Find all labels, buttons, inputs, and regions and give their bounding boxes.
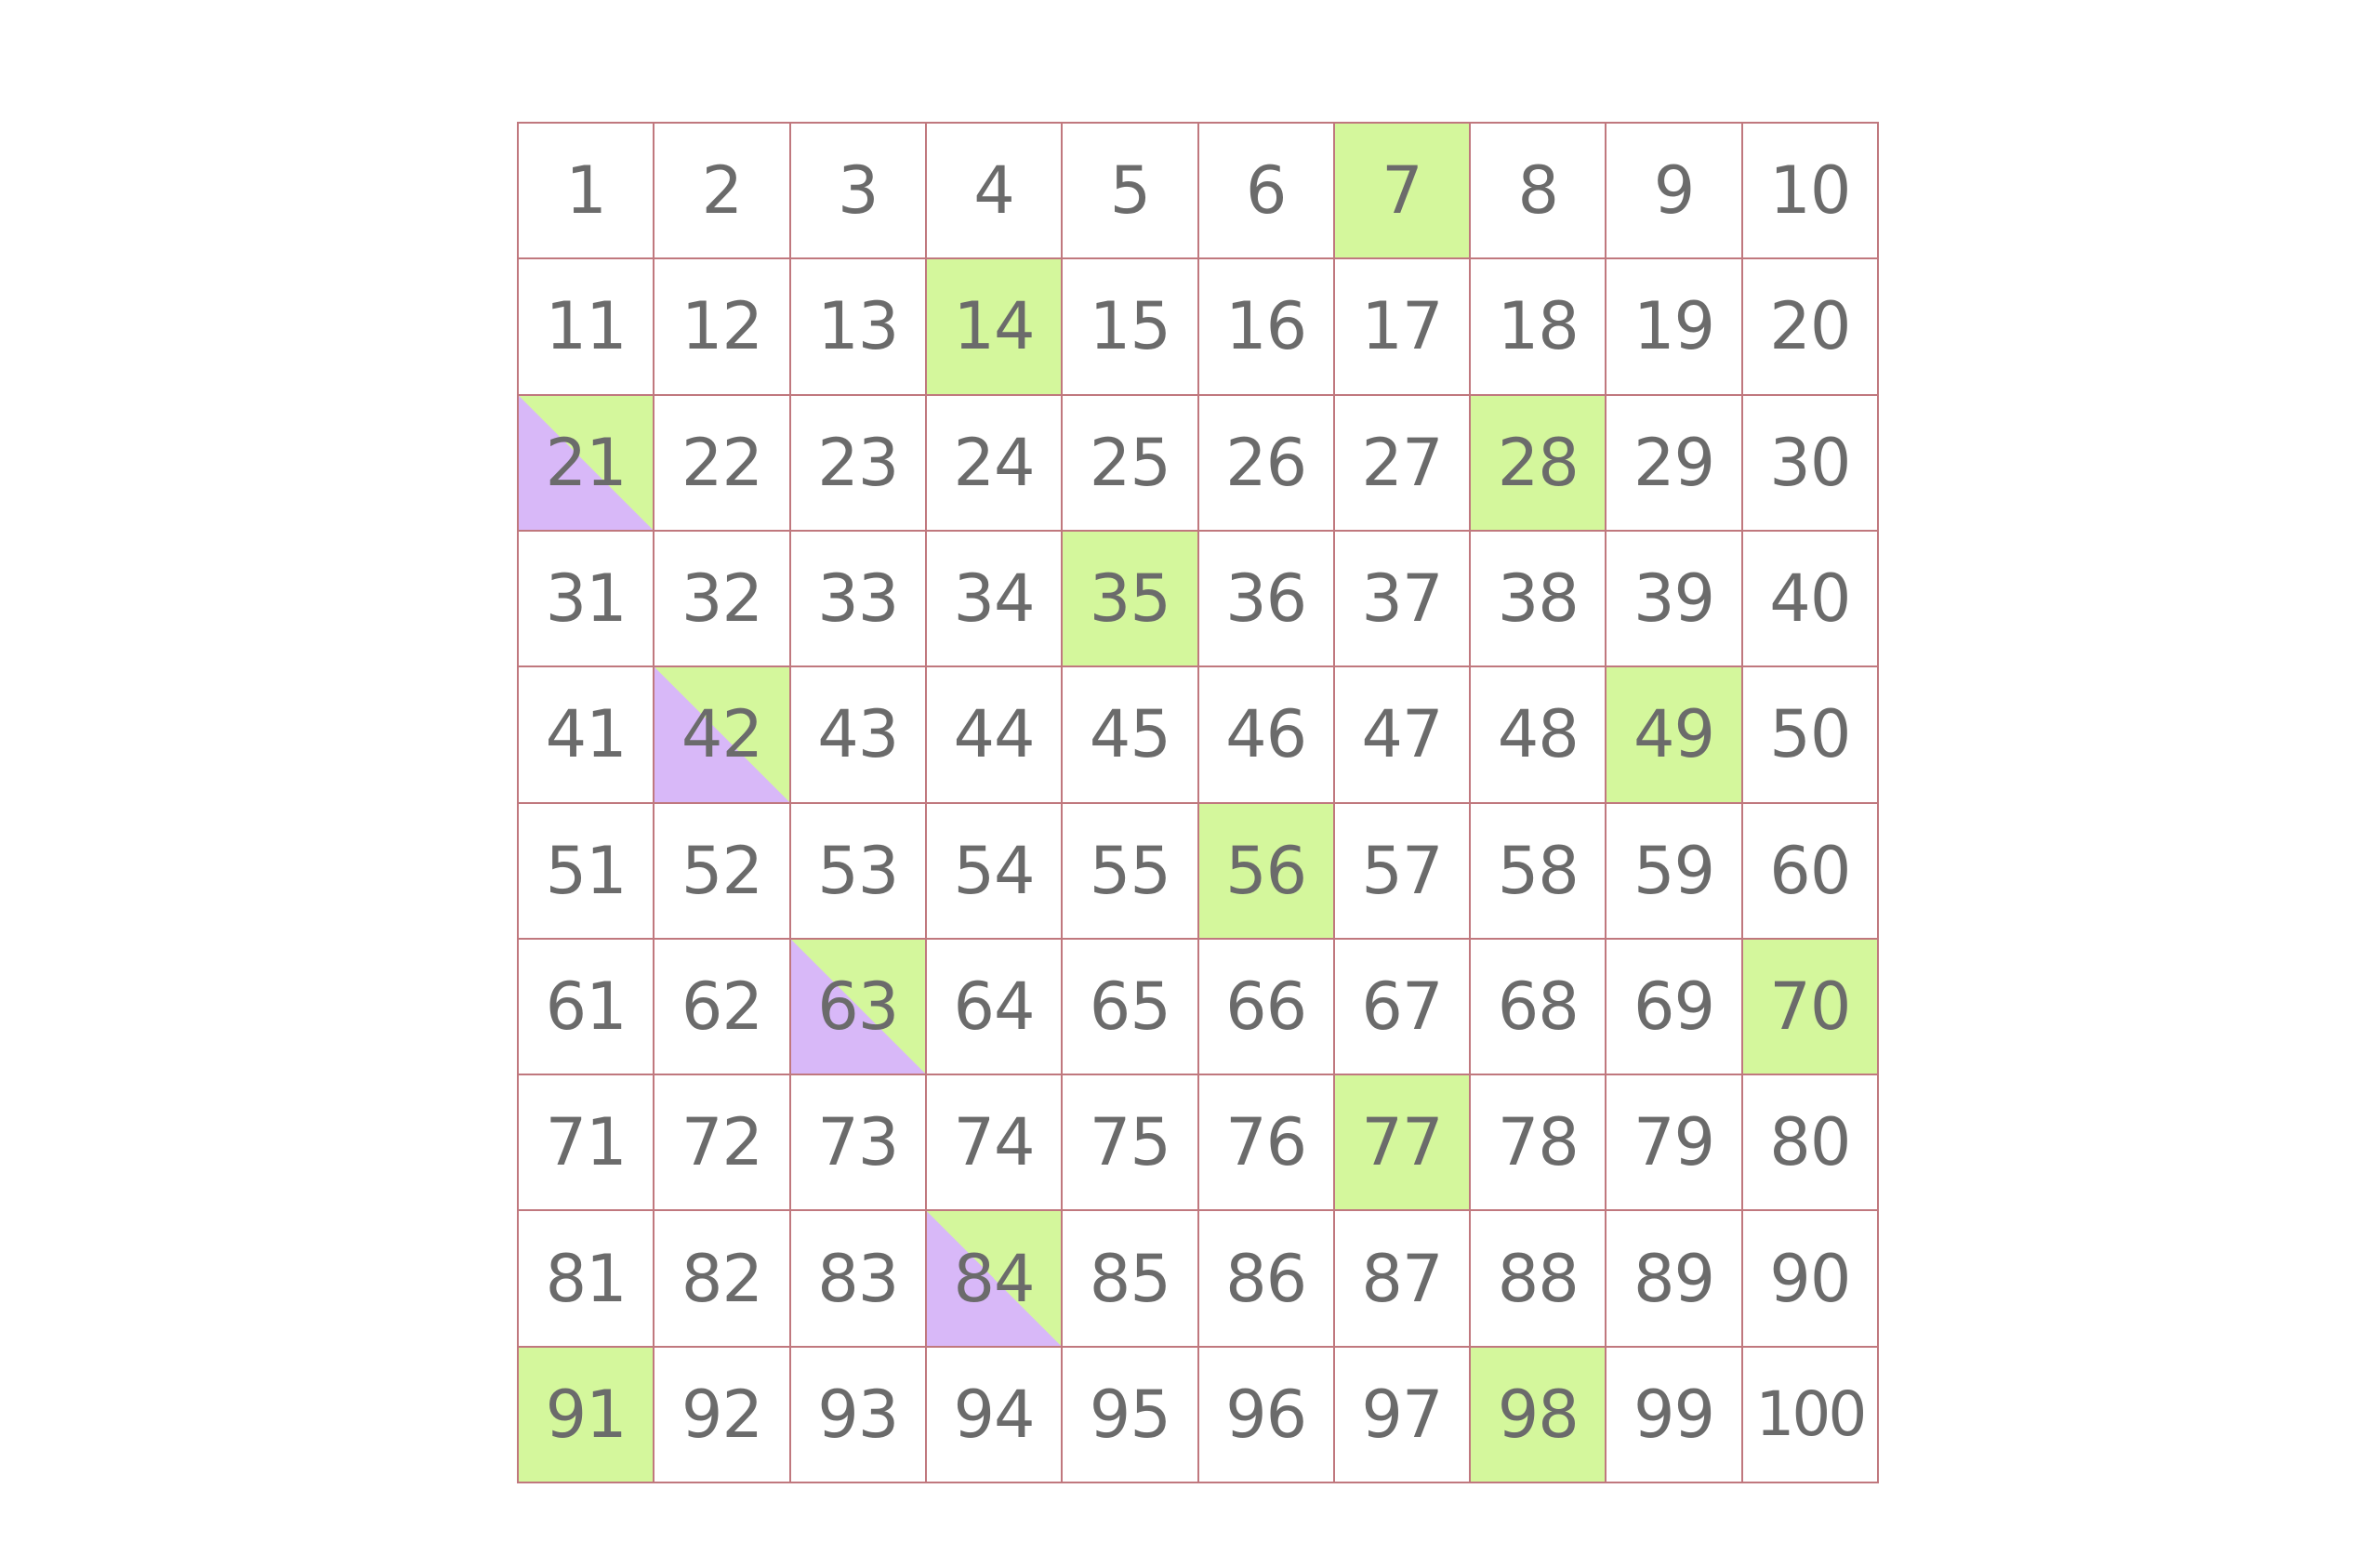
cell-number-label: 70 — [1769, 968, 1851, 1045]
cell-number-label: 25 — [1089, 424, 1170, 501]
number-cell — [1743, 804, 1879, 940]
hundred-chart-grid — [517, 122, 1879, 1483]
number-cell — [927, 804, 1063, 940]
number-cell — [1335, 1348, 1471, 1483]
number-cell — [1606, 124, 1742, 259]
number-cell — [1606, 1348, 1742, 1483]
cell-number-label: 86 — [1225, 1240, 1307, 1317]
cell-number-label: 29 — [1633, 424, 1715, 501]
cell-number-label: 80 — [1769, 1104, 1851, 1181]
cell-number-label: 75 — [1089, 1104, 1170, 1181]
cell-number-label: 15 — [1089, 288, 1170, 365]
number-cell — [1063, 396, 1198, 532]
cell-number-label: 63 — [817, 968, 899, 1045]
number-cell — [1606, 259, 1742, 395]
number-cell — [1471, 532, 1606, 667]
number-cell — [1063, 124, 1198, 259]
number-cell — [1199, 396, 1335, 532]
number-cell-highlight — [1199, 804, 1335, 940]
cell-number-label: 73 — [817, 1104, 899, 1181]
cell-number-label: 94 — [953, 1376, 1035, 1453]
number-cell-highlight — [1335, 124, 1471, 259]
cell-number-label: 76 — [1225, 1104, 1307, 1181]
cell-number-label: 64 — [953, 968, 1035, 1045]
number-cell — [791, 667, 927, 803]
number-cell — [791, 259, 927, 395]
number-cell — [1606, 396, 1742, 532]
number-cell-highlight — [927, 259, 1063, 395]
number-cell — [1199, 1348, 1335, 1483]
cell-number-label: 47 — [1361, 696, 1443, 773]
cell-number-label: 36 — [1225, 560, 1307, 638]
cell-number-label: 31 — [545, 560, 627, 638]
cell-number-label: 100 — [1755, 1377, 1865, 1450]
cell-number-label: 65 — [1089, 968, 1170, 1045]
cell-number-label: 26 — [1225, 424, 1307, 501]
number-cell — [519, 804, 654, 940]
cell-number-label: 93 — [817, 1376, 899, 1453]
number-cell-highlight — [1743, 940, 1879, 1075]
number-cell — [654, 124, 790, 259]
cell-number-label: 55 — [1089, 832, 1170, 909]
number-cell — [654, 1211, 790, 1347]
number-cell-split-highlight — [927, 1211, 1063, 1347]
cell-number-label: 71 — [545, 1104, 627, 1181]
number-cell — [654, 396, 790, 532]
cell-number-label: 40 — [1769, 560, 1851, 638]
cell-number-label: 12 — [681, 288, 762, 365]
number-cell — [1743, 1211, 1879, 1347]
cell-number-label: 33 — [817, 560, 899, 638]
number-cell — [1199, 259, 1335, 395]
number-cell — [1335, 1211, 1471, 1347]
number-cell — [1063, 1348, 1198, 1483]
cell-number-label: 10 — [1769, 152, 1851, 230]
cell-number-label: 66 — [1225, 968, 1307, 1045]
number-cell — [1743, 124, 1879, 259]
cell-number-label: 53 — [817, 832, 899, 909]
cell-number-label: 99 — [1633, 1376, 1715, 1453]
number-cell — [1471, 1211, 1606, 1347]
number-cell — [654, 804, 790, 940]
cell-number-label: 69 — [1633, 968, 1715, 1045]
number-cell — [1063, 1211, 1198, 1347]
number-cell — [1199, 1075, 1335, 1211]
number-cell-highlight — [1471, 1348, 1606, 1483]
number-cell — [519, 259, 654, 395]
cell-number-label: 18 — [1497, 288, 1579, 365]
number-cell — [654, 1075, 790, 1211]
cell-number-label: 84 — [953, 1240, 1035, 1317]
cell-number-label: 87 — [1361, 1240, 1443, 1317]
number-cell — [791, 396, 927, 532]
cell-number-label: 9 — [1653, 152, 1695, 230]
number-cell-highlight — [1335, 1075, 1471, 1211]
cell-number-label: 38 — [1497, 560, 1579, 638]
cell-number-label: 92 — [681, 1376, 762, 1453]
number-cell — [1743, 259, 1879, 395]
cell-number-label: 16 — [1225, 288, 1307, 365]
number-cell — [1335, 804, 1471, 940]
cell-number-label: 6 — [1245, 152, 1287, 230]
cell-number-label: 88 — [1497, 1240, 1579, 1317]
cell-number-label: 52 — [681, 832, 762, 909]
number-cell — [1063, 940, 1198, 1075]
cell-number-label: 39 — [1633, 560, 1715, 638]
number-cell — [1199, 940, 1335, 1075]
number-cell-highlight — [1063, 532, 1198, 667]
number-cell — [1606, 940, 1742, 1075]
number-cell — [1471, 124, 1606, 259]
number-cell — [519, 940, 654, 1075]
number-cell — [791, 532, 927, 667]
number-cell — [791, 124, 927, 259]
number-cell — [519, 532, 654, 667]
number-cell — [1199, 124, 1335, 259]
number-cell-split-highlight — [654, 667, 790, 803]
number-cell — [1063, 667, 1198, 803]
cell-number-label: 79 — [1633, 1104, 1715, 1181]
number-cell — [1471, 1075, 1606, 1211]
cell-number-label: 61 — [545, 968, 627, 1045]
number-cell — [1606, 532, 1742, 667]
number-cell — [927, 532, 1063, 667]
cell-number-label: 98 — [1497, 1376, 1579, 1453]
cell-number-label: 72 — [681, 1104, 762, 1181]
cell-number-label: 95 — [1089, 1376, 1170, 1453]
number-cell — [519, 667, 654, 803]
number-cell — [519, 1075, 654, 1211]
cell-number-label: 21 — [545, 424, 627, 501]
number-cell — [1471, 259, 1606, 395]
cell-number-label: 2 — [701, 152, 743, 230]
cell-number-label: 49 — [1633, 696, 1715, 773]
cell-number-label: 50 — [1769, 696, 1851, 773]
cell-number-label: 1 — [565, 152, 606, 230]
cell-number-label: 58 — [1497, 832, 1579, 909]
number-cell — [1199, 667, 1335, 803]
number-cell — [519, 1211, 654, 1347]
cell-number-label: 96 — [1225, 1376, 1307, 1453]
number-cell — [1335, 667, 1471, 803]
number-cell — [1471, 940, 1606, 1075]
number-cell — [1063, 1075, 1198, 1211]
cell-number-label: 48 — [1497, 696, 1579, 773]
number-cell — [1743, 396, 1879, 532]
number-cell — [927, 396, 1063, 532]
cell-number-label: 59 — [1633, 832, 1715, 909]
cell-number-label: 54 — [953, 832, 1035, 909]
cell-number-label: 90 — [1769, 1240, 1851, 1317]
cell-number-label: 14 — [953, 288, 1035, 365]
number-cell — [1335, 259, 1471, 395]
cell-number-label: 77 — [1361, 1104, 1443, 1181]
number-cell — [1743, 667, 1879, 803]
number-cell — [1063, 804, 1198, 940]
number-cell — [1199, 1211, 1335, 1347]
cell-number-label: 51 — [545, 832, 627, 909]
number-cell — [791, 804, 927, 940]
cell-number-label: 34 — [953, 560, 1035, 638]
cell-number-label: 57 — [1361, 832, 1443, 909]
cell-number-label: 17 — [1361, 288, 1443, 365]
cell-number-label: 8 — [1517, 152, 1559, 230]
cell-number-label: 35 — [1089, 560, 1170, 638]
number-cell — [1335, 396, 1471, 532]
cell-number-label: 3 — [837, 152, 879, 230]
number-cell — [1606, 1211, 1742, 1347]
cell-number-label: 97 — [1361, 1376, 1443, 1453]
cell-number-label: 44 — [953, 696, 1035, 773]
cell-number-label: 45 — [1089, 696, 1170, 773]
number-cell — [791, 1075, 927, 1211]
cell-number-label: 11 — [545, 288, 627, 365]
cell-number-label: 20 — [1769, 288, 1851, 365]
number-cell — [1743, 1075, 1879, 1211]
cell-number-label: 37 — [1361, 560, 1443, 638]
number-cell — [1335, 940, 1471, 1075]
cell-number-label: 67 — [1361, 968, 1443, 1045]
number-cell — [927, 667, 1063, 803]
number-cell — [519, 124, 654, 259]
number-cell — [1743, 532, 1879, 667]
cell-number-label: 68 — [1497, 968, 1579, 1045]
number-cell — [927, 940, 1063, 1075]
cell-number-label: 32 — [681, 560, 762, 638]
number-cell — [1063, 259, 1198, 395]
cell-number-label: 60 — [1769, 832, 1851, 909]
number-cell — [1335, 532, 1471, 667]
number-cell — [654, 259, 790, 395]
cell-number-label: 91 — [545, 1376, 627, 1453]
number-cell — [791, 1211, 927, 1347]
number-cell — [1606, 1075, 1742, 1211]
cell-number-label: 27 — [1361, 424, 1443, 501]
number-cell-split-highlight — [519, 396, 654, 532]
cell-number-label: 19 — [1633, 288, 1715, 365]
number-cell-highlight — [1471, 396, 1606, 532]
number-cell — [654, 940, 790, 1075]
number-cell-highlight — [1606, 667, 1742, 803]
cell-number-label: 78 — [1497, 1104, 1579, 1181]
number-cell — [1471, 667, 1606, 803]
cell-number-label: 23 — [817, 424, 899, 501]
cell-number-label: 24 — [953, 424, 1035, 501]
number-cell — [791, 1348, 927, 1483]
number-cell-highlight — [519, 1348, 654, 1483]
number-cell — [1606, 804, 1742, 940]
cell-number-label: 4 — [973, 152, 1014, 230]
number-cell-split-highlight — [791, 940, 927, 1075]
number-cell — [927, 124, 1063, 259]
cell-number-label: 81 — [545, 1240, 627, 1317]
number-cell — [927, 1348, 1063, 1483]
cell-number-label: 62 — [681, 968, 762, 1045]
cell-number-label: 7 — [1382, 152, 1422, 230]
number-cell — [1199, 532, 1335, 667]
cell-number-label: 82 — [681, 1240, 762, 1317]
cell-number-label: 46 — [1225, 696, 1307, 773]
cell-number-label: 89 — [1633, 1240, 1715, 1317]
cell-number-label: 74 — [953, 1104, 1035, 1181]
cell-number-label: 28 — [1497, 424, 1579, 501]
cell-number-label: 41 — [545, 696, 627, 773]
cell-number-label: 42 — [681, 696, 762, 773]
cell-number-label: 22 — [681, 424, 762, 501]
number-cell — [654, 1348, 790, 1483]
cell-number-label: 30 — [1769, 424, 1851, 501]
cell-number-label: 85 — [1089, 1240, 1170, 1317]
cell-number-label: 43 — [817, 696, 899, 773]
number-cell — [654, 532, 790, 667]
cell-number-label: 56 — [1225, 832, 1307, 909]
number-cell — [1471, 804, 1606, 940]
cell-number-label: 5 — [1109, 152, 1151, 230]
cell-number-label: 13 — [817, 288, 899, 365]
cell-number-label: 83 — [817, 1240, 899, 1317]
number-cell — [927, 1075, 1063, 1211]
number-cell — [1743, 1348, 1879, 1483]
